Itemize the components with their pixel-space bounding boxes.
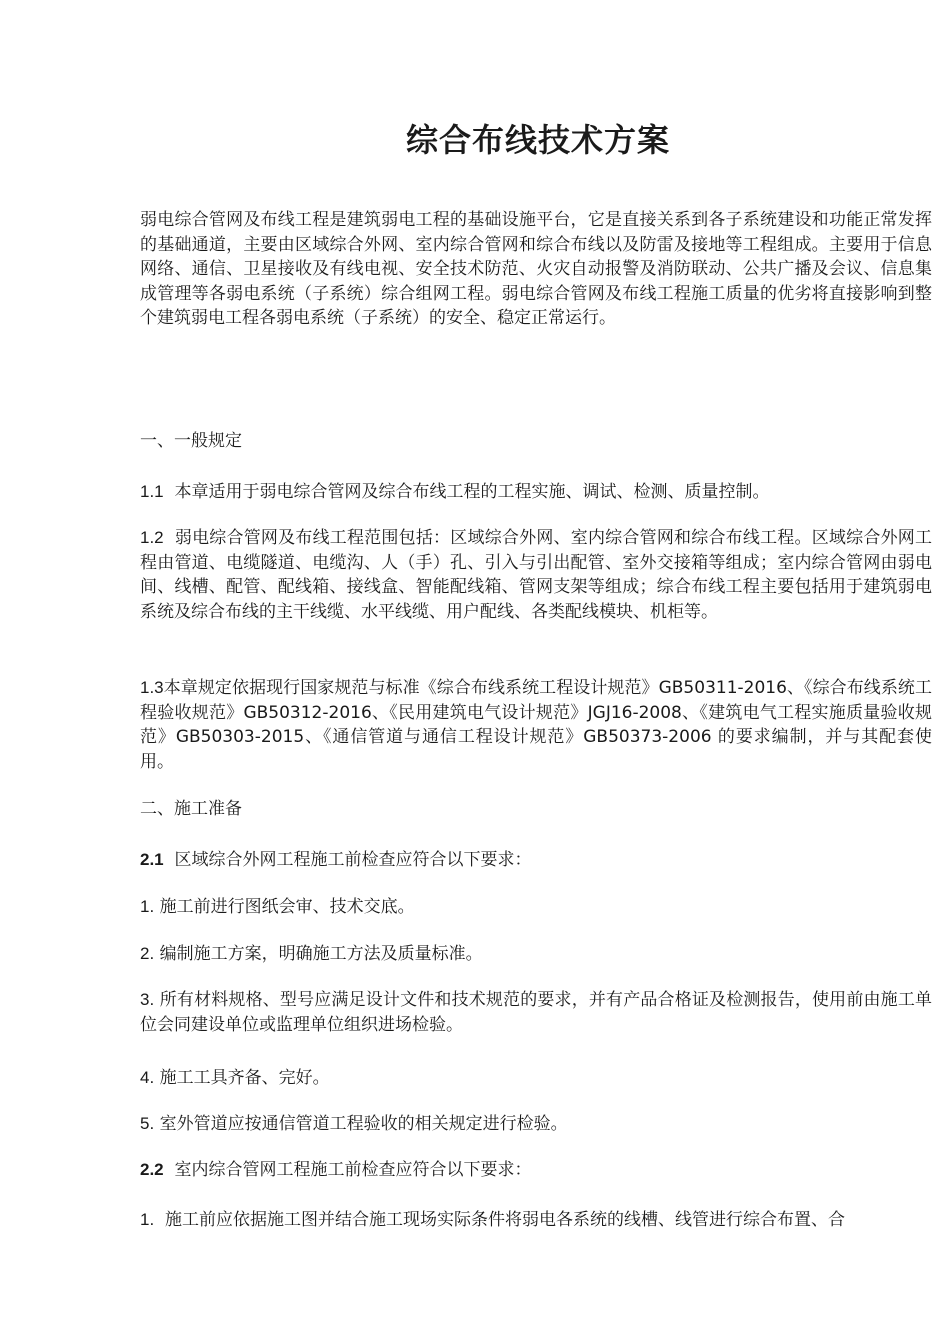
list-item bbox=[140, 942, 932, 967]
list-number: 5. bbox=[140, 1114, 155, 1133]
list-number: 2. bbox=[140, 944, 155, 963]
section-heading-preparation: 二、施工准备 bbox=[140, 799, 242, 819]
intro-paragraph: 弱电综合管网及布线工程是建筑弱电工程的基础设施平台，它是直接关系到各子系统建设和功能正常发挥的基础通道，主要由区域综合外网、室内综合管网和综合布线以及防雷及接地等工程组成。主要用于信息网络、通信、卫星接收及有线电视、安全技术防范、火灾自动报警及消防联动、公共广播及会议、信息集成管理等各弱电系统（子系统）综合组网工程。弱电综合管网及布线工程施工质量的优劣将直接影响到整个建筑弱电工程各弱电系统（子系统）的安全、稳定正常运行。 bbox=[140, 210, 932, 328]
clause-2-1 bbox=[140, 848, 932, 873]
list-text: 施工工具齐备、完好。 bbox=[159, 1068, 330, 1088]
list-number: 3. bbox=[140, 990, 155, 1009]
list-text: 室外管道应按通信管道工程验收的相关规定进行检验。 bbox=[159, 1114, 568, 1134]
list-item bbox=[140, 895, 932, 920]
document-title: 综合布线技术方案 bbox=[405, 121, 670, 159]
list-text: 施工前应依据施工图并结合施工现场实际条件将弱电各系统的线槽、线管进行综合布置、合 bbox=[165, 1210, 845, 1230]
clause-number: 1.2 bbox=[140, 528, 164, 547]
clause-text: 弱电综合管网及布线工程范围包括：区域综合外网、室内综合管网和综合布线工程。区域综合外网工程由管道、电缆隧道、电缆沟、人（手）孔、引入与引出配管、室外交接箱等组成；室内综合管网由弱电间、线槽、配管、配线箱、接线盒、智能配线箱、管网支架等组成；综合布线工程主要包括用于建筑弱电系统及综合布线的主干线缆、水平线缆、用户配线、各类配线模块、机柜等。 bbox=[140, 528, 932, 622]
list-text: 所有材料规格、型号应满足设计文件和技术规范的要求，并有产品合格证及检测报告，使用前由施工单位会同建设单位或监理单位组织进场检验。 bbox=[140, 990, 933, 1035]
clause-text: 本章适用于弱电综合管网及综合布线工程的工程实施、调试、检测、质量控制。 bbox=[174, 482, 770, 502]
clause-text: 本章规定依据现行国家规范与标准《综合布线系统工程设计规范》GB50311-2016、《综合布线系统工程验收规范》GB50312-2016、《民用建筑电气设计规范》JGJ16-2008、《建筑电气工程实施质量验收规范》GB50303-2015、《通信管道与通信工程设计规范》GB50373-2006 的要求编制，并与其配套使用。 bbox=[140, 678, 932, 772]
list-text: 编制施工方案，明确施工方法及质量标准。 bbox=[159, 944, 483, 964]
clause-2-2 bbox=[140, 1158, 932, 1183]
list-item bbox=[140, 1208, 932, 1233]
section-heading-general: 一、一般规定 bbox=[140, 431, 242, 451]
clause-number: 1.3 bbox=[140, 678, 164, 697]
list-text: 施工前进行图纸会审、技术交底。 bbox=[159, 897, 415, 917]
list-number: 1. bbox=[140, 897, 155, 916]
clause-1-2 bbox=[140, 526, 932, 624]
clause-1-3 bbox=[140, 676, 932, 774]
clause-text: 室内综合管网工程施工前检查应符合以下要求： bbox=[174, 1160, 532, 1180]
clause-number: 2.1 bbox=[140, 850, 164, 869]
clause-text: 区域综合外网工程施工前检查应符合以下要求： bbox=[174, 850, 532, 870]
clause-1-1 bbox=[140, 480, 932, 505]
list-item bbox=[140, 1112, 932, 1137]
list-item bbox=[140, 988, 932, 1037]
list-number: 4. bbox=[140, 1068, 155, 1087]
list-number: 1. bbox=[140, 1210, 155, 1229]
clause-number: 2.2 bbox=[140, 1160, 164, 1179]
list-item bbox=[140, 1066, 932, 1091]
clause-number: 1.1 bbox=[140, 482, 164, 501]
